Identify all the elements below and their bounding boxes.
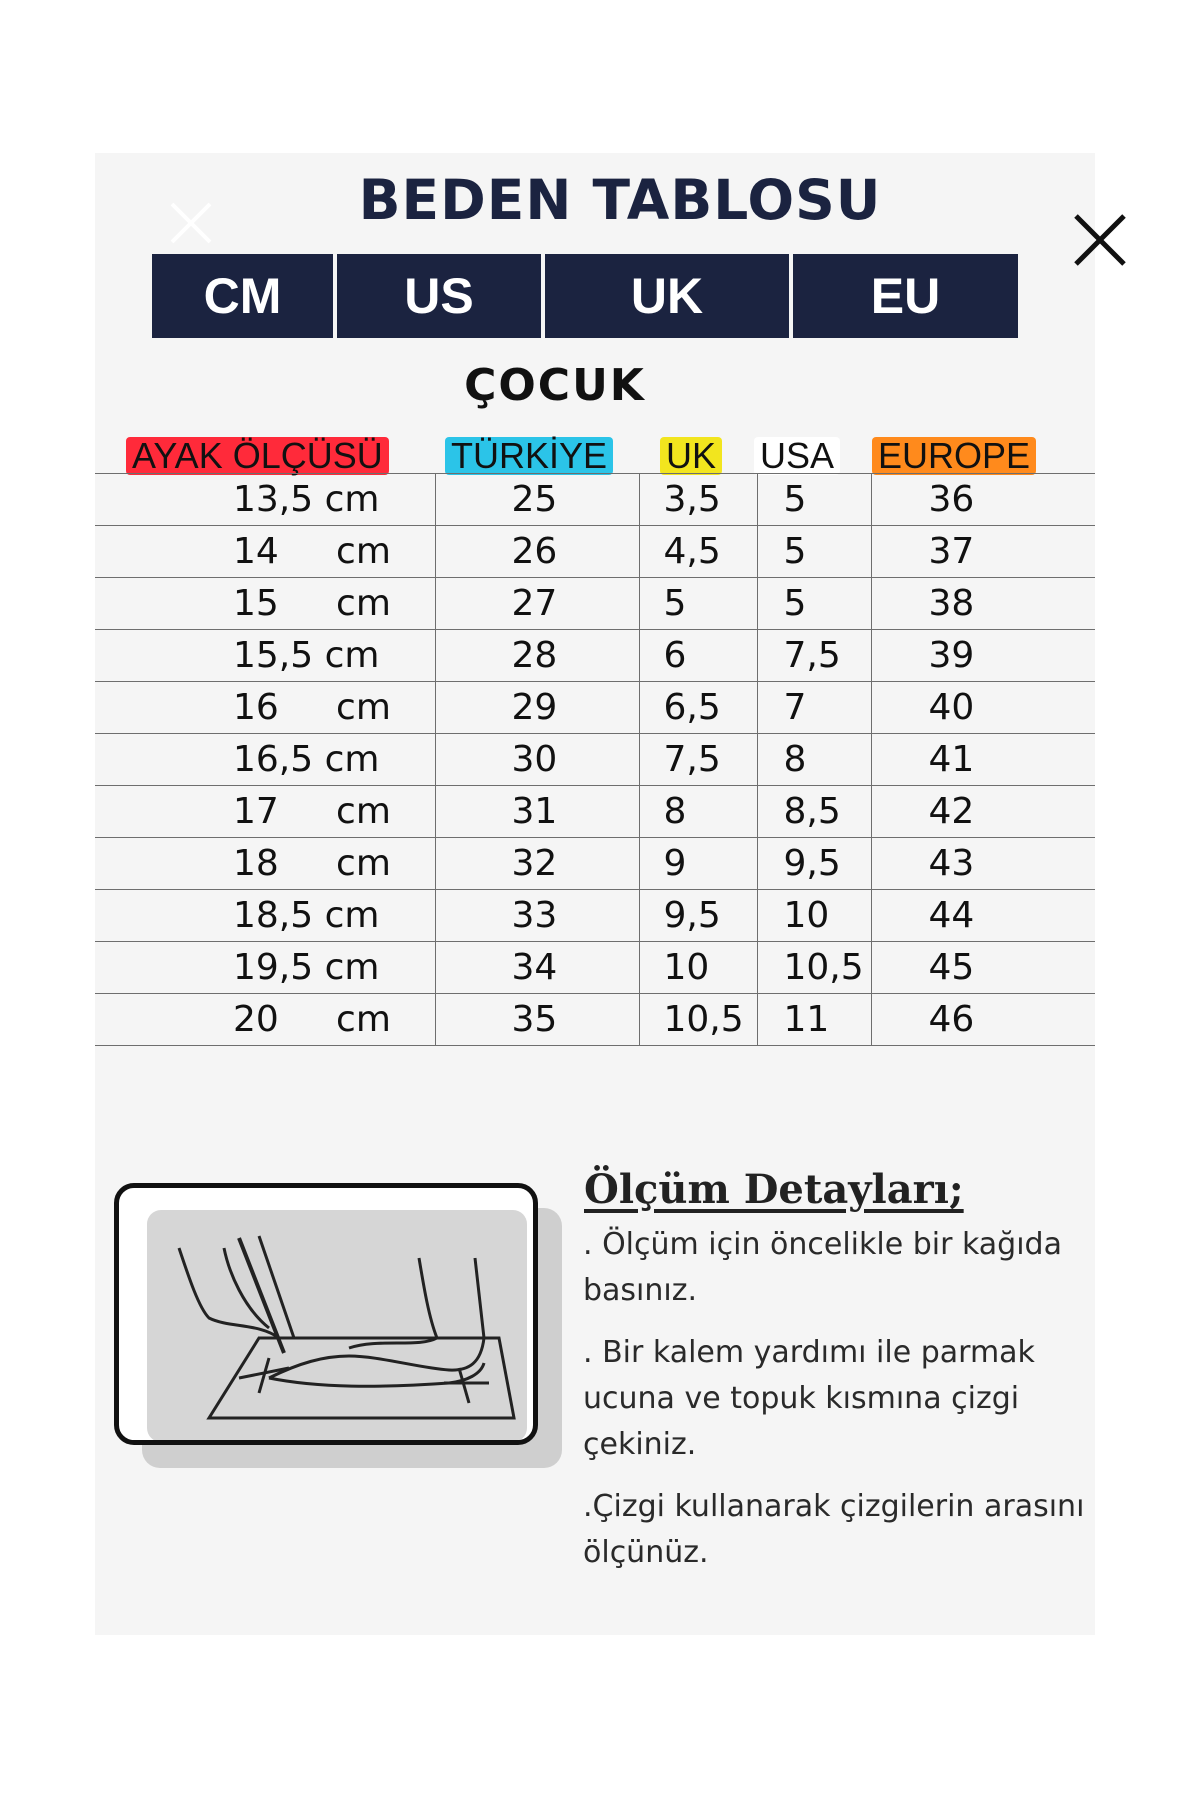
foot-measurement-icon bbox=[119, 1188, 533, 1440]
close-icon[interactable] bbox=[1072, 212, 1128, 268]
cell-usa: 5 bbox=[757, 578, 871, 630]
details-step-3: .Çizgi kullanarak çizgilerin arasını ölçünüz. bbox=[583, 1489, 1085, 1570]
cell-uk: 7,5 bbox=[639, 734, 757, 786]
cell-europe: 40 bbox=[871, 682, 1095, 734]
cell-foot-size: 15,5 cm bbox=[95, 630, 435, 682]
unit-tabs bbox=[152, 254, 1018, 338]
unit-us: US bbox=[337, 254, 541, 338]
cell-foot-size: 16,5 cm bbox=[95, 734, 435, 786]
cell-usa: 5 bbox=[757, 526, 871, 578]
column-header-turkiye: TÜRKİYE bbox=[445, 437, 613, 475]
cell-europe: 37 bbox=[871, 526, 1095, 578]
column-header-uk: UK bbox=[660, 437, 722, 475]
size-table bbox=[95, 473, 1095, 1046]
cell-uk: 4,5 bbox=[639, 526, 757, 578]
cell-turkiye: 33 bbox=[435, 890, 639, 942]
cell-turkiye: 31 bbox=[435, 786, 639, 838]
cell-turkiye: 30 bbox=[435, 734, 639, 786]
cell-europe: 38 bbox=[871, 578, 1095, 630]
cell-usa: 8 bbox=[757, 734, 871, 786]
table-row bbox=[95, 526, 1095, 578]
table-row bbox=[95, 734, 1095, 786]
cell-foot-size: 16 cm bbox=[95, 682, 435, 734]
column-header-europe: EUROPE bbox=[872, 437, 1036, 475]
unit-uk: UK bbox=[545, 254, 789, 338]
table-row bbox=[95, 786, 1095, 838]
table-row bbox=[95, 682, 1095, 734]
cell-europe: 43 bbox=[871, 838, 1095, 890]
cell-foot-size: 19,5 cm bbox=[95, 942, 435, 994]
cell-foot-size: 17 cm bbox=[95, 786, 435, 838]
cell-usa: 5 bbox=[757, 474, 871, 526]
cell-uk: 6,5 bbox=[639, 682, 757, 734]
foot-measurement-illustration bbox=[114, 1183, 538, 1445]
cell-usa: 10 bbox=[757, 890, 871, 942]
cell-usa: 9,5 bbox=[757, 838, 871, 890]
cell-europe: 36 bbox=[871, 474, 1095, 526]
cell-usa: 7 bbox=[757, 682, 871, 734]
cell-uk: 5 bbox=[639, 578, 757, 630]
cell-uk: 10 bbox=[639, 942, 757, 994]
cell-europe: 39 bbox=[871, 630, 1095, 682]
details-title: Ölçüm Detayları; bbox=[584, 1166, 964, 1213]
cell-turkiye: 28 bbox=[435, 630, 639, 682]
cell-europe: 42 bbox=[871, 786, 1095, 838]
cell-uk: 6 bbox=[639, 630, 757, 682]
unit-cm: CM bbox=[152, 254, 333, 338]
close-icon[interactable] bbox=[168, 200, 214, 246]
cell-uk: 3,5 bbox=[639, 474, 757, 526]
column-header-foot-size: AYAK ÖLÇÜSÜ bbox=[126, 437, 389, 475]
cell-turkiye: 32 bbox=[435, 838, 639, 890]
cell-europe: 45 bbox=[871, 942, 1095, 994]
table-row bbox=[95, 890, 1095, 942]
column-header-usa: USA bbox=[754, 437, 840, 475]
cell-usa: 7,5 bbox=[757, 630, 871, 682]
table-row bbox=[95, 578, 1095, 630]
cell-turkiye: 29 bbox=[435, 682, 639, 734]
cell-turkiye: 34 bbox=[435, 942, 639, 994]
table-row bbox=[95, 474, 1095, 526]
cell-turkiye: 27 bbox=[435, 578, 639, 630]
cell-turkiye: 25 bbox=[435, 474, 639, 526]
cell-foot-size: 18,5 cm bbox=[95, 890, 435, 942]
cell-uk: 8 bbox=[639, 786, 757, 838]
table-row bbox=[95, 838, 1095, 890]
cell-usa: 10,5 bbox=[757, 942, 871, 994]
table-row bbox=[95, 942, 1095, 994]
cell-foot-size: 14 cm bbox=[95, 526, 435, 578]
cell-turkiye: 35 bbox=[435, 994, 639, 1046]
cell-foot-size: 15 cm bbox=[95, 578, 435, 630]
cell-usa: 11 bbox=[757, 994, 871, 1046]
cell-usa: 8,5 bbox=[757, 786, 871, 838]
cell-turkiye: 26 bbox=[435, 526, 639, 578]
cell-uk: 9 bbox=[639, 838, 757, 890]
page-title: BEDEN TABLOSU bbox=[358, 168, 882, 232]
table-row bbox=[95, 994, 1095, 1046]
table-row bbox=[95, 630, 1095, 682]
cell-foot-size: 13,5 cm bbox=[95, 474, 435, 526]
unit-eu: EU bbox=[793, 254, 1018, 338]
section-title: ÇOCUK bbox=[464, 360, 646, 411]
cell-europe: 41 bbox=[871, 734, 1095, 786]
cell-uk: 9,5 bbox=[639, 890, 757, 942]
details-step-1: . Ölçüm için öncelikle bir kağıda basınız. bbox=[583, 1227, 1062, 1308]
cell-foot-size: 18 cm bbox=[95, 838, 435, 890]
cell-europe: 44 bbox=[871, 890, 1095, 942]
cell-uk: 10,5 bbox=[639, 994, 757, 1046]
details-step-2: . Bir kalem yardımı ile parmak ucuna ve topuk kısmına çizgi çekiniz. bbox=[583, 1335, 1035, 1462]
cell-foot-size: 20 cm bbox=[95, 994, 435, 1046]
cell-europe: 46 bbox=[871, 994, 1095, 1046]
